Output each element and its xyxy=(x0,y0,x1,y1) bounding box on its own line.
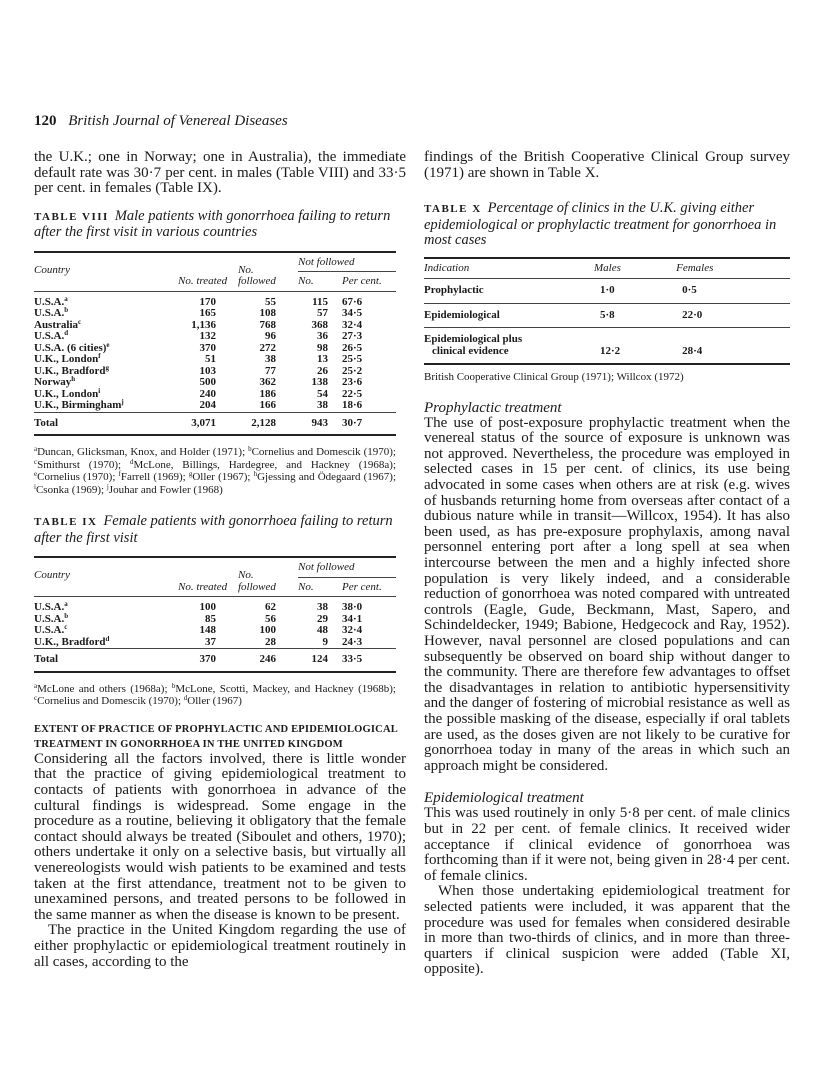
no-cell: 54 xyxy=(317,387,328,400)
country-name: U.S.A. xyxy=(34,295,65,308)
left-column-section xyxy=(34,722,406,970)
country-name: U.K., Birmingham xyxy=(34,399,122,412)
no-cell: 138 xyxy=(311,376,328,389)
males-cell: 1·0 xyxy=(600,284,615,297)
header-row xyxy=(424,258,790,279)
country-cell xyxy=(34,400,178,412)
treated-cell: 1,136 xyxy=(191,318,216,331)
followed-cell: 166 xyxy=(259,399,276,412)
column-header: No. xyxy=(298,272,342,292)
treated-total: 370 xyxy=(199,653,216,666)
indication-label: clinical evidence xyxy=(432,344,509,357)
pct-cell: 67·6 xyxy=(342,295,363,308)
table-8 xyxy=(34,209,396,497)
footnote-marker: c xyxy=(78,317,82,326)
footnote-marker: a xyxy=(64,294,68,303)
column-header: No. followed xyxy=(238,252,298,292)
treated-cell: 37 xyxy=(205,635,216,648)
followed-cell: 768 xyxy=(259,318,276,331)
footnote-marker: d xyxy=(105,634,110,643)
followed-cell: 96 xyxy=(265,330,276,343)
males-cell: 12·2 xyxy=(600,344,621,357)
paragraph: This was used routinely in only 5·8 per cent. of male clinics but in 22 per cent. of female clinics. It received wider acceptance if clinical evidence of gonorrhoea was forthcoming than if it were not, being given in 28·4 per cent. of female clinics. xyxy=(424,805,790,884)
footnote-marker: e xyxy=(34,470,38,479)
pct-cell: 27·3 xyxy=(342,330,363,343)
column-header: Country xyxy=(34,252,178,292)
left-column-top xyxy=(34,150,406,197)
females-cell: 0·5 xyxy=(682,284,697,297)
section-heading: EXTENT OF PRACTICE OF PROPHYLACTIC AND EPIDEMIOLOGICAL TREATMENT IN GONORRHOEA IN THE UNITED KINGDOM xyxy=(34,723,398,750)
treated-cell: 500 xyxy=(199,376,216,389)
paragraph: the U.K.; one in Norway; one in Australia), the immediate default rate was 30·7 per cent. in males (Table VIII) and 33·5 per cent. in females (Table IX). xyxy=(34,149,406,197)
footnote-marker: d xyxy=(183,694,188,703)
pct-cell: 34·5 xyxy=(342,307,363,320)
footnote-text: McLone and others (1968a); xyxy=(37,682,172,695)
followed-cell: 28 xyxy=(265,635,276,648)
footnote-marker: h xyxy=(253,470,258,479)
footnote-marker: j xyxy=(106,482,109,491)
footnote-text: Gjessing and Ödegaard (1967); xyxy=(257,471,396,484)
footnote-marker: b xyxy=(64,306,69,315)
no-cell: 98 xyxy=(317,341,328,354)
table-label: TABLE IX xyxy=(34,516,98,529)
footnote-marker: i xyxy=(34,482,36,491)
total-row xyxy=(34,412,396,435)
pct-total: 30·7 xyxy=(342,416,363,429)
indication-label: Epidemiological xyxy=(424,308,500,321)
table-title: Percentage of clinics in the U.K. giving either epidemiological or prophylactic treatment for gonorrhoea in most cases xyxy=(424,200,777,249)
treated-cell: 148 xyxy=(199,624,216,637)
followed-cell: 272 xyxy=(259,341,276,354)
followed-total: 246 xyxy=(259,653,276,666)
footnote-marker: i xyxy=(98,386,101,395)
followed-cell: 362 xyxy=(259,376,276,389)
right-column xyxy=(424,150,790,978)
country-name: U.K., Bradford xyxy=(34,635,106,648)
no-cell: 29 xyxy=(317,612,328,625)
table-row xyxy=(424,279,790,304)
column-header: Not followed xyxy=(298,252,396,272)
no-cell: 13 xyxy=(317,353,328,366)
footnote-marker: d xyxy=(64,329,69,338)
footnote-text: Cornelius (1970); xyxy=(37,471,119,484)
column-header: No. treated xyxy=(178,252,238,292)
footnote-text: Smithurst (1970); xyxy=(37,458,130,471)
column-header: No. xyxy=(298,577,342,597)
treated-cell: 100 xyxy=(199,601,216,614)
pct-cell: 18·6 xyxy=(342,399,363,412)
followed-cell: 100 xyxy=(259,624,276,637)
paragraph: The practice in the United Kingdom regarding the use of either prophylactic or epidemiological treatment routinely in all cases, according to the xyxy=(34,922,406,970)
treated-cell: 204 xyxy=(199,399,216,412)
column-header: No. followed xyxy=(238,557,298,597)
column-header: Per cent. xyxy=(342,272,396,292)
treated-cell: 103 xyxy=(199,364,216,377)
country-name: U.S.A. (6 cities) xyxy=(34,341,107,354)
treated-total: 3,071 xyxy=(191,416,216,429)
males-cell: 5·8 xyxy=(600,308,615,321)
table-source: British Cooperative Clinical Group (1971); Willcox (1972) xyxy=(424,371,684,384)
footnote-text: Cornelius and Domescik (1970); xyxy=(37,695,184,708)
pct-cell: 32·4 xyxy=(342,318,363,331)
subheading: Epidemiological treatment xyxy=(424,790,584,807)
no-cell: 9 xyxy=(322,635,328,648)
footnote-text: Farrell (1969); xyxy=(120,471,189,484)
followed-cell: 55 xyxy=(265,295,276,308)
footnote-marker: h xyxy=(71,375,76,384)
treated-cell: 170 xyxy=(199,295,216,308)
table-caption xyxy=(34,209,396,241)
journal-title: British Journal of Venereal Diseases xyxy=(68,113,288,129)
page-number: 120 xyxy=(34,113,57,129)
table-row xyxy=(424,328,790,365)
table-footnotes xyxy=(34,683,396,708)
column-header: Females xyxy=(676,258,790,279)
indication-cell xyxy=(424,328,594,365)
followed-cell: 186 xyxy=(259,387,276,400)
footnote-marker: b xyxy=(171,681,176,690)
footnote-marker: g xyxy=(188,470,193,479)
data-table xyxy=(34,556,396,673)
no-total: 943 xyxy=(311,416,328,429)
pct-cell: 25·2 xyxy=(342,364,363,377)
footnote-marker: e xyxy=(106,340,110,349)
total-label: Total xyxy=(34,653,59,666)
paragraph: findings of the British Cooperative Clinical Group survey (1971) are shown in Table X. xyxy=(424,149,790,181)
country-cell xyxy=(34,597,178,614)
footnote-marker: a xyxy=(34,681,38,690)
table-row xyxy=(34,400,396,412)
females-cell: 28·4 xyxy=(682,344,703,357)
paragraph: Considering all the factors involved, there is little wonder that the practice of giving epidemiological treatment to contacts of patients with gonorrhoea in advance of the cultural findings is widespread. Some engage in the procedure as a routine, believing it obligatory that the female contact should always be treated (Siboulet and others, 1970); others undertake it only on a selective basis, but virtually all venereologists would wish patients to be examined and tests taken at the first attendance, treatment not to be given to unexamined persons, and treated persons to be followed in the same manner as when the disease is known to be present. xyxy=(34,750,406,923)
country-cell xyxy=(34,291,178,308)
indication-label: Epidemiological plus xyxy=(424,333,523,346)
table-row xyxy=(424,303,790,328)
country-name: U.S.A. xyxy=(34,612,65,625)
footnote-text: Jouhar and Fowler (1968) xyxy=(108,483,223,496)
right-column-top xyxy=(424,150,790,181)
indication-cell xyxy=(424,303,594,328)
table-row xyxy=(34,637,396,649)
country-name: U.S.A. xyxy=(34,601,65,614)
running-header xyxy=(34,112,288,130)
no-cell: 115 xyxy=(312,295,328,308)
no-cell: 36 xyxy=(317,330,328,343)
country-name: U.K., London xyxy=(34,387,99,400)
followed-cell: 108 xyxy=(259,307,276,320)
no-total: 124 xyxy=(311,653,328,666)
no-cell: 368 xyxy=(311,318,328,331)
treated-cell: 51 xyxy=(205,353,216,366)
data-table xyxy=(34,251,396,437)
table-row xyxy=(34,597,396,614)
females-cell: 22·0 xyxy=(682,308,703,321)
followed-total: 2,128 xyxy=(251,416,276,429)
footnote-text: Duncan, Glicksman, Knox, and Holder (1971); xyxy=(37,446,249,459)
footnote-marker: j xyxy=(121,398,124,407)
footnote-text: Csonka (1969); xyxy=(35,483,107,496)
paragraph: When those undertaking epidemiological treatment for selected patients were included, it was apparent that the procedure was used for females when considered desirable in more than two-thirds of clinics, and in more than three-quarters if clinical suspicion were added (Table XI, opposite). xyxy=(424,883,790,978)
table-label: TABLE X xyxy=(424,203,482,216)
no-cell: 38 xyxy=(317,601,328,614)
table-title: Male patients with gonorrhoea failing to return after the first visit in various countries xyxy=(34,207,391,241)
followed-cell: 56 xyxy=(265,612,276,625)
epidemiological-section xyxy=(424,790,790,978)
column-header: Not followed xyxy=(298,557,396,577)
footnote-marker: c xyxy=(34,457,38,466)
table-caption xyxy=(424,201,790,249)
data-table xyxy=(424,257,790,366)
column-header: Males xyxy=(594,258,676,279)
footnote-marker: a xyxy=(64,600,68,609)
country-name: Australia xyxy=(34,318,78,331)
indication-label: Prophylactic xyxy=(424,284,484,297)
pct-cell: 34·1 xyxy=(342,612,363,625)
pct-total: 33·5 xyxy=(342,653,363,666)
total-row xyxy=(34,649,396,672)
prophylactic-section xyxy=(424,400,790,775)
followed-cell: 38 xyxy=(265,353,276,366)
table-footnotes xyxy=(34,446,396,496)
table-label: TABLE VIII xyxy=(34,210,109,223)
footnote-text: Cornelius and Domescik (1970); xyxy=(251,446,396,459)
paragraph: The use of post-exposure prophylactic treatment when the venereal status of the source of exposure is unknown was not approved. Nevertheless, the procedure was employed in selected cases in 15 per cent. of clinics, its use being advocated in some cases when others are at risk (e.g. wives of husbands returning home from overseas after contact of a dubious nature while in transit—Willcox, 1954). It has also been used, as has pre-exposure prophylaxis, among naval personnel entering port after a long spell at sea when intercourse between the men and a highly infected shore population is very likely indeed, and a considerable reduction of gonorrhoea was noted compared with untreated controls (Eagle, Gude, Beckmann, Mast, Sapero, and Schindeldecker, 1949; Babione, Hedgecock and Ray, 1952). However, naval personnel are closed populations and can subsequently be observed on board ship without danger to the community. There are therefore few advantages to offset the disadvantages in relation to antibiotic hypersensitivity and the danger of fostering of microbial resistance as well as the possible masking of the disease, especially if oral tablets are used, as the doses given are not likely to be curative for gonorrhoea today in many of the areas in which such an approach might be considered. xyxy=(424,414,790,774)
column-header: Country xyxy=(34,557,178,597)
pct-cell: 25·5 xyxy=(342,353,363,366)
pct-cell: 22·5 xyxy=(342,387,363,400)
country-name: U.K., London xyxy=(34,353,99,366)
left-column xyxy=(34,150,406,970)
footnote-marker: b xyxy=(64,611,69,620)
footnote-marker: f xyxy=(98,352,101,361)
footnote-marker: c xyxy=(34,694,38,703)
treated-cell: 165 xyxy=(199,307,216,320)
footnote-marker: g xyxy=(105,363,109,372)
footnote-marker: f xyxy=(118,470,121,479)
pct-cell: 24·3 xyxy=(342,635,363,648)
column-header: No. treated xyxy=(178,557,238,597)
no-cell: 38 xyxy=(317,399,328,412)
followed-cell: 77 xyxy=(265,364,276,377)
treated-cell: 240 xyxy=(199,387,216,400)
footnote-marker: a xyxy=(34,445,38,454)
country-name: U.S.A. xyxy=(34,307,65,320)
table-title: Female patients with gonorrhoea failing to return after the first visit xyxy=(34,513,393,546)
table-caption xyxy=(34,514,396,546)
footnote-text: Oller (1967); xyxy=(192,471,254,484)
no-cell: 48 xyxy=(317,624,328,637)
footnote-text: McLone, Billings, Hardegree, and Hackney (1968a); xyxy=(133,458,396,471)
pct-cell: 38·0 xyxy=(342,601,363,614)
country-name: Norway xyxy=(34,376,72,389)
country-name: U.K., Bradford xyxy=(34,364,106,377)
footnote-marker: d xyxy=(129,457,134,466)
subheading: Prophylactic treatment xyxy=(424,399,562,416)
treated-cell: 370 xyxy=(199,341,216,354)
column-header: Indication xyxy=(424,258,594,279)
table-row xyxy=(34,291,396,308)
country-name: U.S.A. xyxy=(34,624,65,637)
country-name: U.S.A. xyxy=(34,330,65,343)
table-10 xyxy=(424,201,790,384)
total-label: Total xyxy=(34,416,59,429)
no-cell: 57 xyxy=(317,307,328,320)
treated-cell: 85 xyxy=(205,612,216,625)
footnote-text: McLone, Scotti, Mackey, and Hackney (1968b); xyxy=(175,682,396,695)
treated-cell: 132 xyxy=(199,330,216,343)
no-cell: 26 xyxy=(317,364,328,377)
country-cell xyxy=(34,634,178,649)
footnote-marker: c xyxy=(64,623,68,632)
indication-cell xyxy=(424,279,594,304)
footnote-marker: b xyxy=(248,445,252,454)
pct-cell: 32·4 xyxy=(342,624,363,637)
table-9 xyxy=(34,514,396,708)
pct-cell: 23·6 xyxy=(342,376,363,389)
pct-cell: 26·5 xyxy=(342,341,363,354)
column-header: Per cent. xyxy=(342,577,396,597)
followed-cell: 62 xyxy=(265,601,276,614)
footnote-text: Oller (1967) xyxy=(187,695,242,708)
